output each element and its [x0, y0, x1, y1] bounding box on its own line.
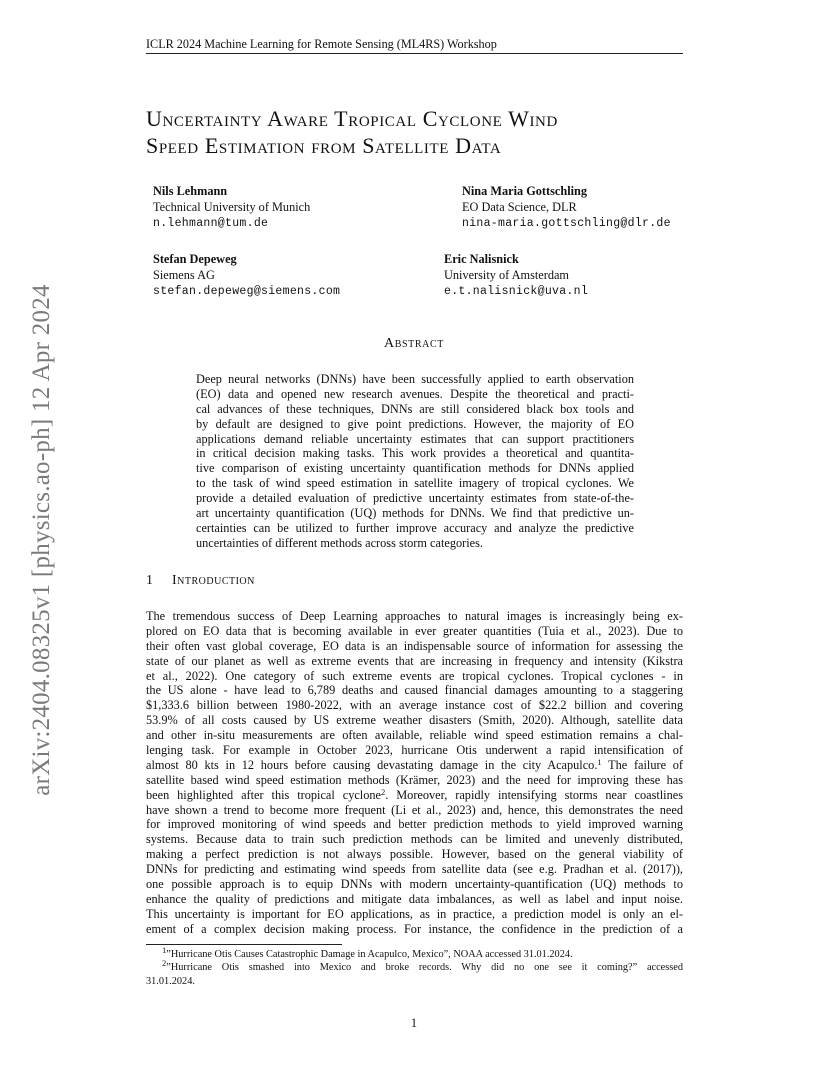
body-line: and other in-situ measurements are often available, reliable wind speed estimation remains a chal-: [146, 728, 683, 743]
footnote-marker[interactable]: 1: [597, 756, 602, 767]
body-line: the US alone - have lead to 6,789 deaths and caused financial damages amounting to a staggering: [146, 683, 683, 698]
body-text-span: been highlighted after this tropical cyclone: [146, 787, 381, 802]
footnotes: [146, 945, 683, 988]
abstract-line: to the task of wind speed estimation in satellite imagery of tropical cyclones. We: [196, 476, 634, 491]
page-number: 1: [410, 1016, 418, 1030]
arxiv-identifier[interactable]: arXiv:2404.08325v1 [physics.ao-ph] 12 Apr 2024: [28, 284, 55, 796]
body-line: lenging task. For example in October 2023, hurricane Otis underwent a rapid intensification of: [146, 743, 683, 758]
footnote-rule: [146, 944, 342, 945]
footnote-text: ”Hurricane Otis smashed into Mexico and broke records. Why did no one see it coming?” accessed: [166, 962, 683, 974]
abstract-line: certainties can be utilized to further improve accuracy and analyze the predictive: [196, 520, 634, 535]
body-line: et al., 2022). One category of such extreme events are tropical cyclones. Tropical cyclones - in: [146, 668, 683, 683]
footnote-marker: 2: [162, 958, 167, 969]
body-line: one possible approach is to equip DNNs with modern uncertainty-quantification (UQ) methods to: [146, 877, 683, 892]
body-line: making a perfect prediction is not always possible. However, based on the general viability of: [146, 847, 683, 862]
footnote-1: [146, 945, 683, 961]
footnote-2-continuation: 31.01.2024.: [146, 975, 195, 987]
body-line: ement of a complex decision making process. For instance, the confidence in the prediction of a: [146, 921, 683, 936]
body-text-span: . Moreover, rapidly intensifying storms near coastlines: [385, 787, 683, 802]
body-line: 53.9% of all costs caused by US extreme weather disasters (Smith, 2020). Although, satellite data: [146, 713, 683, 728]
body-line: [146, 788, 683, 803]
section-heading: [146, 573, 255, 589]
abstract-line: cal advances of these techniques, DNNs are still considered black box tools and: [196, 401, 634, 416]
title-line-2: Speed Estimation from Satellite Data: [146, 133, 502, 158]
author-block: [153, 251, 340, 300]
abstract-line: (EO) data and opened new research avenues. Despite the theoretical and practi-: [196, 386, 634, 401]
author-email[interactable]: e.t.nalisnick@uva.nl: [444, 284, 589, 298]
author-affiliation: Siemens AG: [153, 268, 215, 283]
body-line: The tremendous success of Deep Learning approaches to natural images is increasingly being ex-: [146, 609, 683, 623]
header-rule: [146, 53, 683, 54]
body-line: This uncertainty is important for EO applications, as in practice, a prediction model is only an el-: [146, 906, 683, 921]
author-block: [462, 183, 671, 232]
body-line: systems. Because data to train such prediction methods can be limited and unevenly distributed,: [146, 832, 683, 847]
author-block: [444, 251, 588, 300]
body-line: satellite based wind speed estimation methods (Krämer, 2023) and the need for improving these has: [146, 772, 683, 787]
body-line: have shown a trend to become more frequent (Li et al., 2023) and, hence, this demonstrates the need: [146, 802, 683, 817]
footnote-2: [146, 958, 683, 974]
abstract-line: Deep neural networks (DNNs) have been successfully applied to earth observation: [196, 372, 634, 386]
abstract-line: tive comparison of existing uncertainty quantification methods for DNNs applied: [196, 461, 634, 476]
author-name: Eric Nalisnick: [444, 252, 519, 266]
author-name: Stefan Depeweg: [153, 252, 237, 266]
body-line: $1,333.6 billion between 1980-2022, with an average instance cost of $22.2 billion and covering: [146, 698, 683, 713]
abstract-line: provide a detailed evaluation of predictive uncertainty estimates from state-of-the-: [196, 491, 634, 506]
paper-title: [146, 105, 706, 159]
body-line: [146, 758, 683, 773]
author-affiliation: EO Data Science, DLR: [462, 200, 577, 215]
abstract-heading: Abstract: [384, 336, 444, 351]
footnote-marker: 1: [162, 945, 167, 955]
title-line-1: Uncertainty Aware Tropical Cyclone Wind: [146, 106, 558, 131]
body-line: their often vast global coverage, EO data is an indispensable source of information for assessing the: [146, 638, 683, 653]
author-name: Nils Lehmann: [153, 184, 228, 198]
footnote-text: ”Hurricane Otis Causes Catastrophic Damage in Acapulco, Mexico”, NOAA accessed 31.01.2024.: [166, 949, 573, 960]
body-text-span: The failure of: [608, 757, 683, 772]
abstract-line: applications demand reliable uncertainty estimates that can support practitioners: [196, 431, 634, 446]
author-affiliation: University of Amsterdam: [444, 268, 569, 283]
running-head: ICLR 2024 Machine Learning for Remote Sensing (ML4RS) Workshop: [146, 37, 497, 51]
body-line: state of our planet as well as extreme events that are increasing in frequency and intensity (Kikstra: [146, 653, 683, 668]
body-line: plored on EO data that is becoming available in ever greater quantities (Tuia et al., 2023). Due to: [146, 623, 683, 638]
body-line: enhance the quality of predictions and mitigate data imbalances, as well as label and input noise.: [146, 891, 683, 906]
body-line: DNNs for predicting and estimating wind speeds from satellite data (see e.g. Pradhan et al. (2017)),: [146, 862, 683, 877]
intro-body: [146, 609, 683, 937]
body-line: for improved monitoring of wind speeds and better prediction methods to yield improved warning: [146, 817, 683, 832]
author-block: [153, 183, 310, 232]
section-number: 1: [146, 573, 153, 588]
author-email[interactable]: n.lehmann@tum.de: [153, 216, 269, 230]
section-title: Introduction: [172, 573, 255, 588]
author-affiliation: Technical University of Munich: [153, 200, 311, 215]
author-email[interactable]: stefan.depeweg@siemens.com: [153, 284, 341, 298]
footnote-marker[interactable]: 2: [380, 786, 386, 797]
author-name: Nina Maria Gottschling: [462, 184, 588, 198]
abstract-line: uncertainties of different methods across storm categories.: [196, 535, 483, 550]
abstract-line: in critical decision making tasks. This work provides a theoretical and quantita-: [196, 446, 634, 461]
body-text-span: almost 80 kts in 12 hours before causing devastating damage in the city Acapulco.: [146, 757, 598, 772]
abstract-line: by default are designed to give point predictions. However, the majority of EO: [196, 416, 634, 431]
abstract-body: [196, 372, 634, 551]
abstract-line: art uncertainty quantification (UQ) methods for DNNs. We find that predictive un-: [196, 506, 634, 521]
author-email[interactable]: nina-maria.gottschling@dlr.de: [462, 216, 671, 230]
